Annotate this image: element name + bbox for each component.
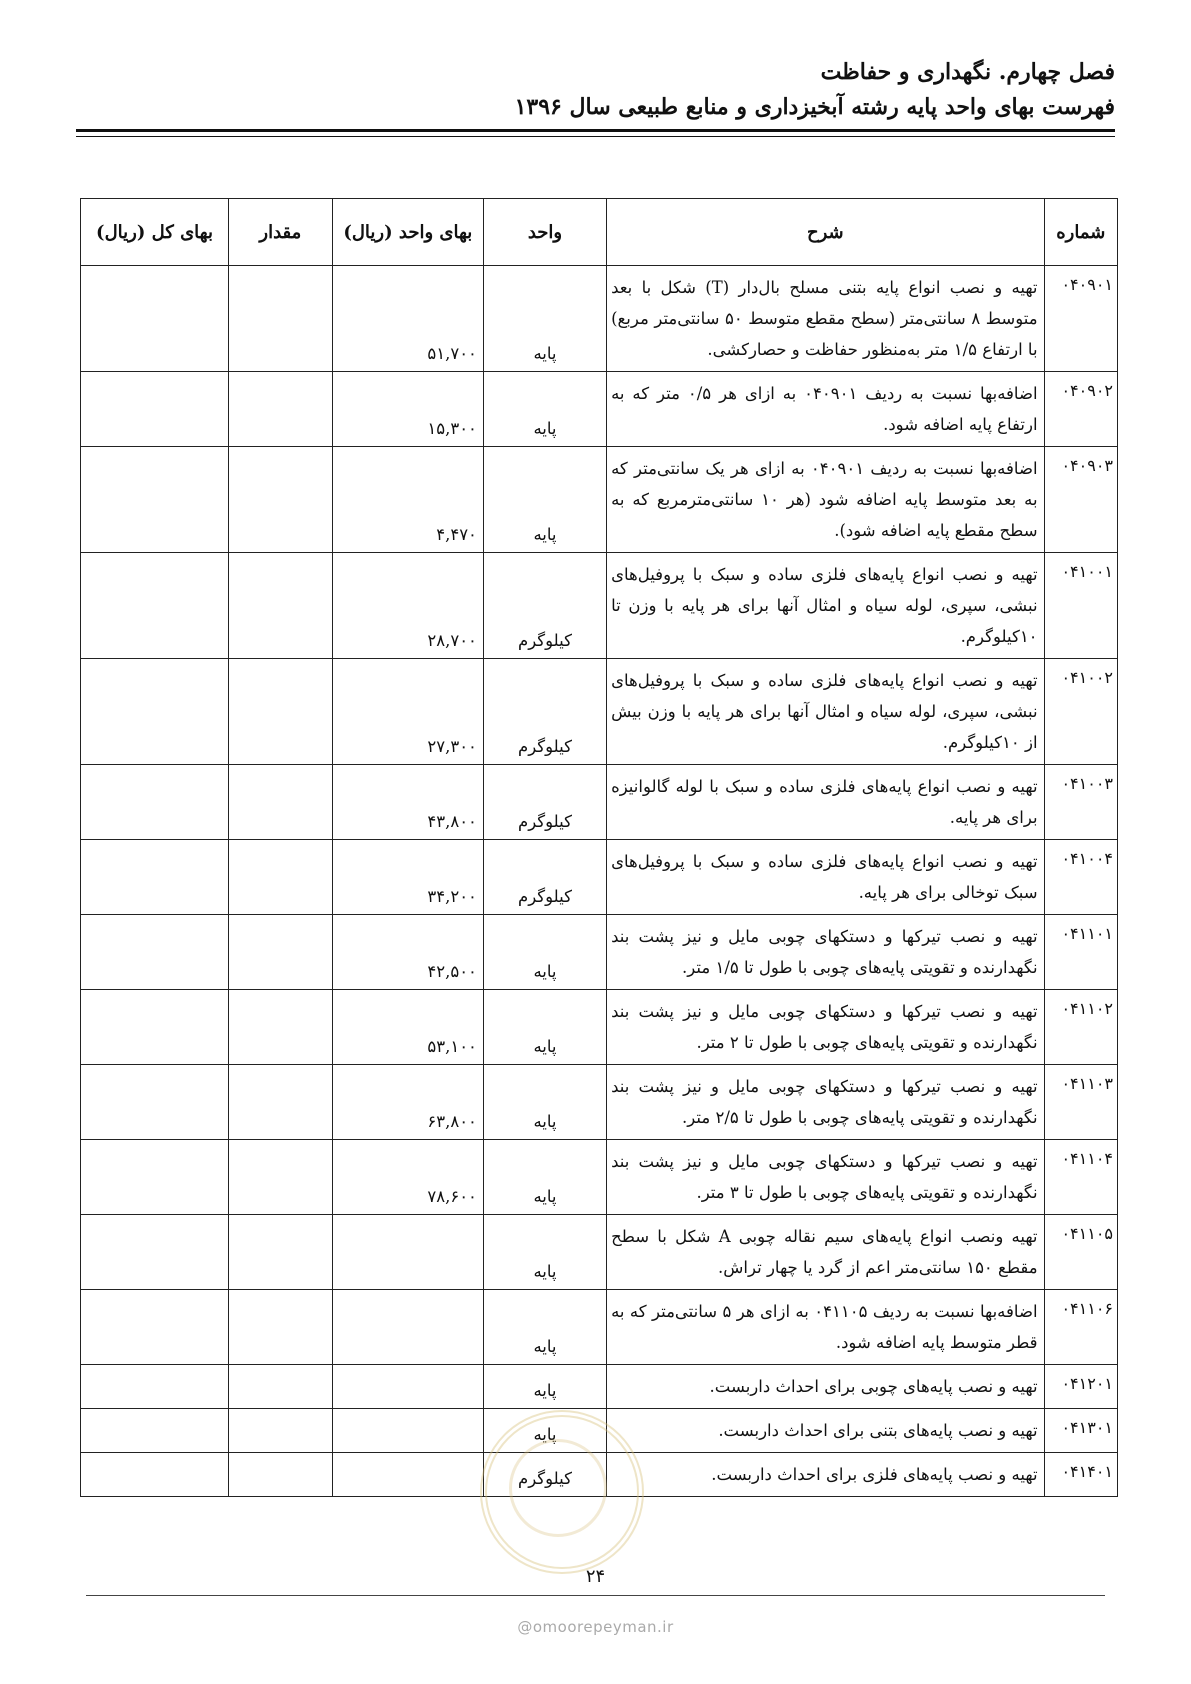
row-total-price bbox=[81, 990, 229, 1065]
row-description: تهیه و نصب پایه‌های فلزی برای احداث داربست. bbox=[607, 1453, 1044, 1497]
row-quantity bbox=[229, 840, 333, 915]
row-unit: پایه bbox=[483, 447, 606, 553]
row-unit: پایه bbox=[483, 1140, 606, 1215]
table-row bbox=[81, 553, 1118, 659]
header-description: شرح bbox=[607, 199, 1044, 266]
row-unit-price: ۴۲,۵۰۰ bbox=[332, 915, 483, 990]
row-number: ۰۴۱۱۰۱ bbox=[1044, 915, 1117, 990]
row-total-price bbox=[81, 553, 229, 659]
row-number: ۰۴۱۰۰۳ bbox=[1044, 765, 1117, 840]
row-number: ۰۴۱۱۰۳ bbox=[1044, 1065, 1117, 1140]
row-total-price bbox=[81, 372, 229, 447]
row-description: تهیه و نصب تیرکها و دستکهای چوبی مایل و نیز پشت بند نگهدارنده و تقویتی پایه‌های چوبی با طول تا ۳ متر. bbox=[607, 1140, 1044, 1215]
row-number: ۰۴۱۱۰۲ bbox=[1044, 990, 1117, 1065]
row-description: تهیه و نصب تیرکها و دستکهای چوبی مایل و نیز پشت بند نگهدارنده و تقویتی پایه‌های چوبی با طول تا ۱/۵ متر. bbox=[607, 915, 1044, 990]
row-number: ۰۴۱۰۰۱ bbox=[1044, 553, 1117, 659]
row-number: ۰۴۱۱۰۵ bbox=[1044, 1215, 1117, 1290]
row-unit: پایه bbox=[483, 1409, 606, 1453]
row-description: تهیه و نصب انواع پایه‌های فلزی ساده و سبک با پروفیل‌های نبشی، سپری، لوله سیاه و امثال آنها برای هر پایه با وزن بیش از ۱۰کیلوگرم. bbox=[607, 659, 1044, 765]
row-unit: کیلوگرم bbox=[483, 659, 606, 765]
row-quantity bbox=[229, 1409, 333, 1453]
row-unit-price bbox=[332, 1215, 483, 1290]
row-quantity bbox=[229, 372, 333, 447]
row-description: تهیه و نصب پایه‌های بتنی برای احداث داربست. bbox=[607, 1409, 1044, 1453]
row-unit-price: ۳۴,۲۰۰ bbox=[332, 840, 483, 915]
row-unit-price: ۶۳,۸۰۰ bbox=[332, 1065, 483, 1140]
row-description: اضافه‌بها نسبت به ردیف ۰۴۰۹۰۱ به ازای هر ۰/۵ متر که به ارتفاع پایه اضافه شود. bbox=[607, 372, 1044, 447]
header-number: شماره bbox=[1044, 199, 1117, 266]
row-quantity bbox=[229, 1365, 333, 1409]
table-row bbox=[81, 765, 1118, 840]
page-header bbox=[76, 54, 1115, 124]
price-table bbox=[80, 198, 1118, 1497]
row-unit-price: ۲۸,۷۰۰ bbox=[332, 553, 483, 659]
row-number: ۰۴۱۴۰۱ bbox=[1044, 1453, 1117, 1497]
row-description: تهیه و نصب انواع پایه‌های فلزی ساده و سبک با پروفیل‌های نبشی، سپری، لوله سیاه و امثال آنها برای هر پایه با وزن تا ۱۰کیلوگرم. bbox=[607, 553, 1044, 659]
header-quantity: مقدار bbox=[229, 199, 333, 266]
row-total-price bbox=[81, 1290, 229, 1365]
row-unit-price: ۲۷,۳۰۰ bbox=[332, 659, 483, 765]
table-row bbox=[81, 1140, 1118, 1215]
row-unit: کیلوگرم bbox=[483, 840, 606, 915]
row-unit: پایه bbox=[483, 1365, 606, 1409]
website-watermark: @omoorepeyman.ir bbox=[517, 1618, 674, 1636]
header-rule-thick bbox=[76, 129, 1115, 132]
row-total-price bbox=[81, 447, 229, 553]
row-unit-price bbox=[332, 1290, 483, 1365]
footer-rule bbox=[86, 1595, 1105, 1596]
row-unit-price: ۵۳,۱۰۰ bbox=[332, 990, 483, 1065]
row-quantity bbox=[229, 1215, 333, 1290]
table-row bbox=[81, 372, 1118, 447]
document-title: فهرست بهای واحد پایه رشته آبخیزداری و منابع طبیعی سال ۱۳۹۶ bbox=[514, 94, 1115, 120]
row-unit: پایه bbox=[483, 1215, 606, 1290]
header-unit-price: بهای واحد (ریال) bbox=[332, 199, 483, 266]
row-quantity bbox=[229, 990, 333, 1065]
row-unit-price bbox=[332, 1365, 483, 1409]
row-description: اضافه‌بها نسبت به ردیف ۰۴۰۹۰۱ به ازای هر یک سانتی‌متر که به بعد متوسط پایه اضافه شود (هر ۱۰ سانتی‌مترمربع که به سطح مقطع پایه اضافه شود). bbox=[607, 447, 1044, 553]
row-unit: پایه bbox=[483, 990, 606, 1065]
row-unit-price: ۴۳,۸۰۰ bbox=[332, 765, 483, 840]
row-number: ۰۴۱۰۰۴ bbox=[1044, 840, 1117, 915]
row-unit: پایه bbox=[483, 372, 606, 447]
row-quantity bbox=[229, 659, 333, 765]
table-row bbox=[81, 915, 1118, 990]
row-total-price bbox=[81, 1365, 229, 1409]
row-quantity bbox=[229, 1065, 333, 1140]
row-description: تهیه و نصب پایه‌های چوبی برای احداث داربست. bbox=[607, 1365, 1044, 1409]
header-rule-thin bbox=[76, 136, 1115, 137]
row-number: ۰۴۱۱۰۶ bbox=[1044, 1290, 1117, 1365]
table-row bbox=[81, 1409, 1118, 1453]
row-total-price bbox=[81, 840, 229, 915]
row-unit-price: ۱۵,۳۰۰ bbox=[332, 372, 483, 447]
table-row bbox=[81, 1365, 1118, 1409]
table-row bbox=[81, 840, 1118, 915]
row-unit-price: ۴,۴۷۰ bbox=[332, 447, 483, 553]
row-number: ۰۴۱۲۰۱ bbox=[1044, 1365, 1117, 1409]
table-row bbox=[81, 1215, 1118, 1290]
row-quantity bbox=[229, 553, 333, 659]
row-number: ۰۴۱۱۰۴ bbox=[1044, 1140, 1117, 1215]
row-total-price bbox=[81, 266, 229, 372]
row-total-price bbox=[81, 1140, 229, 1215]
row-unit: کیلوگرم bbox=[483, 765, 606, 840]
row-total-price bbox=[81, 915, 229, 990]
row-quantity bbox=[229, 447, 333, 553]
table-row bbox=[81, 990, 1118, 1065]
row-unit-price: ۷۸,۶۰۰ bbox=[332, 1140, 483, 1215]
row-description: تهیه و نصب انواع پایه‌های فلزی ساده و سبک با لوله گالوانیزه برای هر پایه. bbox=[607, 765, 1044, 840]
row-description: تهیه و نصب تیرکها و دستکهای چوبی مایل و نیز پشت بند نگهدارنده و تقویتی پایه‌های چوبی با طول تا ۲ متر. bbox=[607, 990, 1044, 1065]
row-description: اضافه‌بها نسبت به ردیف ۰۴۱۱۰۵ به ازای هر ۵ سانتی‌متر که به قطر متوسط پایه اضافه شود. bbox=[607, 1290, 1044, 1365]
row-description: تهیه ونصب انواع پایه‌های سیم نقاله چوبی A شکل با سطح مقطع ۱۵۰ سانتی‌متر اعم از گرد یا چهار تراش. bbox=[607, 1215, 1044, 1290]
row-total-price bbox=[81, 1409, 229, 1453]
header-unit: واحد bbox=[483, 199, 606, 266]
row-total-price bbox=[81, 1453, 229, 1497]
row-description: تهیه و نصب تیرکها و دستکهای چوبی مایل و نیز پشت بند نگهدارنده و تقویتی پایه‌های چوبی با طول تا ۲/۵ متر. bbox=[607, 1065, 1044, 1140]
row-number: ۰۴۰۹۰۱ bbox=[1044, 266, 1117, 372]
row-total-price bbox=[81, 1065, 229, 1140]
page-number: ۲۴ bbox=[585, 1566, 606, 1587]
row-quantity bbox=[229, 1290, 333, 1365]
header-total-price: بهای کل (ریال) bbox=[81, 199, 229, 266]
row-quantity bbox=[229, 1453, 333, 1497]
row-unit-price bbox=[332, 1409, 483, 1453]
row-unit: کیلوگرم bbox=[483, 553, 606, 659]
row-unit: پایه bbox=[483, 915, 606, 990]
table-row bbox=[81, 1453, 1118, 1497]
row-description: تهیه و نصب انواع پایه‌های فلزی ساده و سبک با پروفیل‌های سبک توخالی برای هر پایه. bbox=[607, 840, 1044, 915]
row-number: ۰۴۱۰۰۲ bbox=[1044, 659, 1117, 765]
row-total-price bbox=[81, 659, 229, 765]
row-number: ۰۴۱۳۰۱ bbox=[1044, 1409, 1117, 1453]
row-description: تهیه و نصب انواع پایه بتنی مسلح بال‌دار (T) شکل با بعد متوسط ۸ سانتی‌متر (سطح مقطع متوسط ۵۰ سانتی‌متر مربع) با ارتفاع ۱/۵ متر به‌منظور حفاظت و حصارکشی. bbox=[607, 266, 1044, 372]
row-total-price bbox=[81, 765, 229, 840]
row-unit: پایه bbox=[483, 266, 606, 372]
row-unit: پایه bbox=[483, 1290, 606, 1365]
row-quantity bbox=[229, 266, 333, 372]
table-row bbox=[81, 1290, 1118, 1365]
row-quantity bbox=[229, 915, 333, 990]
row-unit-price: ۵۱,۷۰۰ bbox=[332, 266, 483, 372]
table-row bbox=[81, 1065, 1118, 1140]
row-quantity bbox=[229, 1140, 333, 1215]
row-quantity bbox=[229, 765, 333, 840]
table-row bbox=[81, 266, 1118, 372]
row-number: ۰۴۰۹۰۳ bbox=[1044, 447, 1117, 553]
table-row bbox=[81, 659, 1118, 765]
table-row bbox=[81, 447, 1118, 553]
row-unit: پایه bbox=[483, 1065, 606, 1140]
row-unit: کیلوگرم bbox=[483, 1453, 606, 1497]
table-header-row bbox=[81, 199, 1118, 266]
row-number: ۰۴۰۹۰۲ bbox=[1044, 372, 1117, 447]
row-total-price bbox=[81, 1215, 229, 1290]
row-unit-price bbox=[332, 1453, 483, 1497]
chapter-title: فصل چهارم. نگهداری و حفاظت bbox=[820, 59, 1115, 85]
